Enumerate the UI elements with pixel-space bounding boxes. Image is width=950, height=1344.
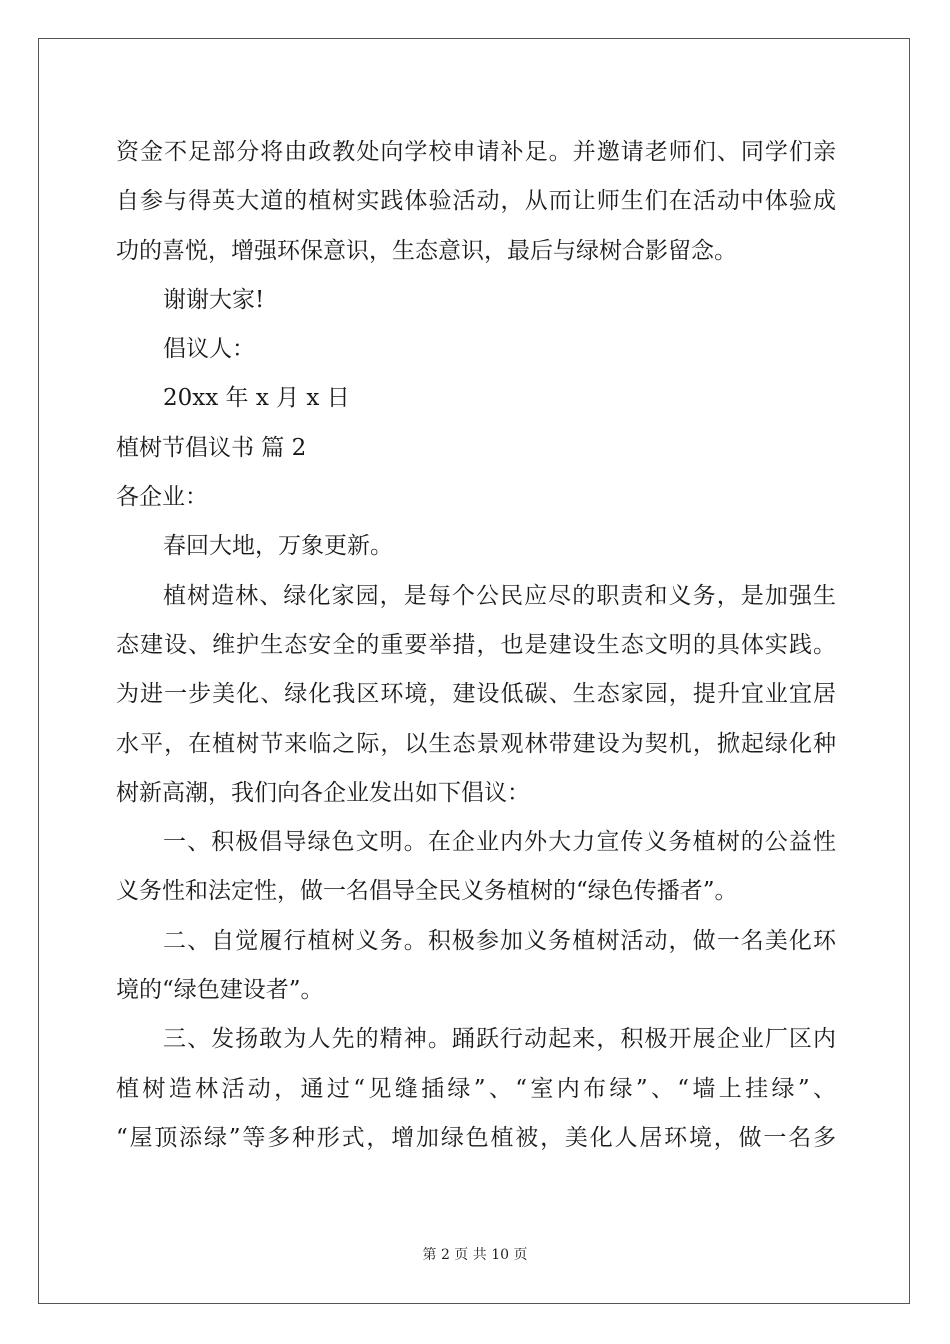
paragraph-line: 自参与得英大道的植树实践体验活动，从而让师生们在活动中体验成 — [116, 188, 836, 215]
paragraph-line: 植树造林、绿化家园，是每个公民应尽的职责和义务，是加强生 — [163, 582, 836, 609]
document-body — [116, 128, 836, 1163]
proposer-label: 倡议人： — [163, 336, 255, 363]
paragraph-line: 义务性和法定性，做一名倡导全民义务植树的“绿色传播者”。 — [116, 878, 738, 905]
paragraph-line: 春回大地，万象更新。 — [163, 533, 393, 560]
paragraph-line: 资金不足部分将由政教处向学校申请补足。并邀请老师们、同学们亲 — [116, 139, 836, 165]
paragraph-line: 态建设、维护生态安全的重要举措，也是建设生态文明的具体实践。 — [116, 631, 836, 658]
paragraph-line: 二、自觉履行植树义务。积极参加义务植树活动，做一名美化环 — [163, 927, 836, 954]
section-heading: 植树节倡议书 篇 2 — [116, 434, 307, 461]
paragraph-line: 为进一步美化、绿化我区环境，建设低碳、生态家园，提升宜业宜居 — [116, 681, 836, 708]
paragraph-line: 树新高潮，我们向各企业发出如下倡议： — [116, 779, 530, 806]
salutation: 各企业： — [116, 484, 208, 511]
paragraph-line: 三、发扬敢为人先的精神。踊跃行动起来，积极开展企业厂区内 — [163, 1026, 836, 1053]
paragraph-line: 一、积极倡导绿色文明。在企业内外大力宣传义务植树的公益性 — [163, 829, 836, 856]
paragraph-line: 功的喜悦，增强环保意识，生态意识，最后与绿树合影留念。 — [116, 237, 737, 264]
date-line: 20xx 年 x 月 x 日 — [163, 385, 350, 412]
page-number-footer: 第 2 页 共 10 页 — [422, 1247, 528, 1263]
paragraph-line: 境的“绿色建设者”。 — [116, 977, 324, 1004]
paragraph-line: “屋顶添绿”等多种形式，增加绿色植被，美化人居环境，做一名多 — [116, 1124, 836, 1151]
paragraph-line: 植树造林活动，通过“见缝插绿”、“室内布绿”、“墙上挂绿”、 — [116, 1075, 836, 1102]
paragraph-line: 水平，在植树节来临之际，以生态景观林带建设为契机，掀起绿化种 — [116, 730, 836, 757]
closing-thanks: 谢谢大家! — [163, 286, 265, 313]
